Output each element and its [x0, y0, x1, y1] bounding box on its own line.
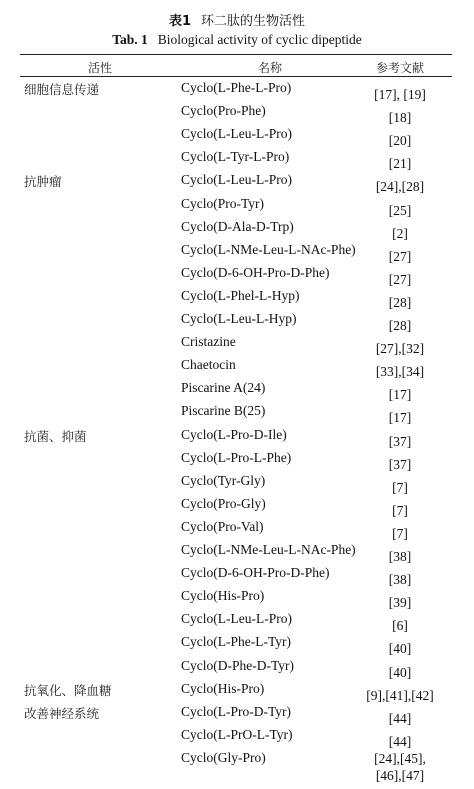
compound-cell: Piscarine B(25)	[181, 403, 266, 419]
compound-cell: Cyclo(L-Pro-L-Phe)	[181, 449, 292, 465]
reference-cell: [28]	[388, 294, 412, 310]
compound-cell: Cyclo(Pro-Gly)	[181, 495, 266, 511]
compound-cell: Cyclo(Tyr-Gly)	[181, 472, 266, 488]
compound-cell: Piscarine A(24)	[181, 380, 266, 396]
compound-cell: Cyclo(L-Leu-L-Hyp)	[181, 311, 297, 326]
activity-cell: 抗肿瘤	[24, 174, 62, 190]
header-references: 参考文献	[375, 61, 424, 75]
compound-cell: Cyclo(Pro-Val)	[181, 518, 264, 534]
compound-cell: Cyclo(D-6-OH-Pro-D-Phe)	[181, 565, 330, 581]
reference-cell: [44]	[388, 733, 412, 749]
header-name: 名称	[257, 61, 282, 75]
compound-cell: Cyclo(Pro-Tyr)	[181, 195, 265, 211]
table-number-cn: 表1	[168, 14, 192, 29]
reference-cell: [37]	[388, 433, 412, 449]
compound-cell: Cyclo(L-Pro-D-Ile)	[181, 426, 287, 442]
activity-cell: 细胞信息传递	[24, 82, 100, 97]
reference-cell: [27],[32]	[375, 341, 425, 357]
compound-cell: Cyclo(L-Leu-L-Pro)	[181, 172, 292, 188]
compound-cell: Cyclo(His-Pro)	[181, 680, 265, 696]
reference-cell: [40]	[388, 641, 412, 657]
reference-cell: [6]	[392, 618, 408, 634]
reference-cell: [18]	[388, 110, 412, 126]
reference-cell: [17], [19]	[374, 87, 426, 102]
reference-cell: [9],[41],[42]	[366, 687, 434, 703]
reference-cell: [28]	[388, 318, 412, 333]
table-number-en: Tab. 1	[112, 32, 148, 47]
activity-cell: 抗氧化、降血糖	[24, 682, 112, 698]
compound-cell: Cyclo(L-PrO-L-Tyr)	[181, 726, 293, 742]
compound-cell: Cyclo(L-Leu-L-Pro)	[181, 126, 292, 142]
compound-cell: Cyclo(His-Pro)	[181, 588, 265, 604]
reference-cell: [21]	[388, 156, 412, 172]
compound-cell: Cyclo(L-Phe-L-Pro)	[181, 80, 292, 95]
reference-cell: [33],[34]	[375, 364, 425, 380]
table-title-cn: 环二肽的生物活性	[201, 14, 306, 29]
reference-cell: [44]	[388, 710, 412, 726]
reference-cell: [20]	[388, 133, 412, 149]
activity-cell: 抗菌、抑菌	[24, 428, 87, 444]
table-title-en: Biological activity of cyclic dipeptide	[157, 32, 362, 47]
compound-cell: Cyclo(Gly-Pro)	[181, 749, 266, 765]
reference-cell: [27]	[388, 248, 412, 264]
reference-cell: [2]	[392, 225, 408, 241]
compound-cell: Cyclo(L-Leu-L-Pro)	[181, 611, 292, 627]
reference-cell: [24],[28]	[375, 179, 425, 195]
reference-cell: [38]	[388, 572, 412, 588]
compound-cell: Cyclo(L-NMe-Leu-L-NAc-Phe)	[181, 241, 356, 257]
reference-cell: [7]	[392, 502, 408, 518]
compound-cell: Cyclo(Pro-Phe)	[181, 103, 266, 119]
reference-cell: [27]	[388, 271, 412, 287]
compound-cell: Cristazine	[181, 334, 236, 350]
reference-cell: [39]	[388, 595, 412, 611]
reference-cell: [7]	[392, 525, 408, 541]
reference-cell: [17]	[388, 387, 412, 403]
reference-cell: [17]	[388, 410, 412, 426]
reference-cell: [40]	[388, 664, 412, 680]
compound-cell: Cyclo(L-Tyr-L-Pro)	[181, 149, 290, 165]
compound-cell: Cyclo(D-Phe-D-Tyr)	[181, 657, 295, 673]
compound-cell: Cyclo(D-6-OH-Pro-D-Phe)	[181, 264, 330, 280]
compound-cell: Cyclo(L-Phel-L-Hyp)	[181, 287, 300, 303]
reference-cell: [37]	[388, 456, 412, 472]
compound-cell: Cyclo(L-NMe-Leu-L-NAc-Phe)	[181, 542, 356, 557]
header-activity: 活性	[87, 61, 112, 75]
reference-cell: [24],[45], [46],[47]	[374, 750, 426, 783]
compound-cell: Cyclo(L-Phe-L-Tyr)	[181, 634, 292, 650]
reference-cell: [25]	[388, 202, 412, 218]
compound-cell: Cyclo(L-Pro-D-Tyr)	[181, 703, 292, 719]
reference-cell: [7]	[392, 479, 408, 495]
reference-cell: [38]	[388, 549, 412, 564]
compound-cell: Cyclo(D-Ala-D-Trp)	[181, 218, 294, 234]
activity-cell: 改善神经系统	[24, 705, 100, 721]
compound-cell: Chaetocin	[181, 357, 236, 373]
